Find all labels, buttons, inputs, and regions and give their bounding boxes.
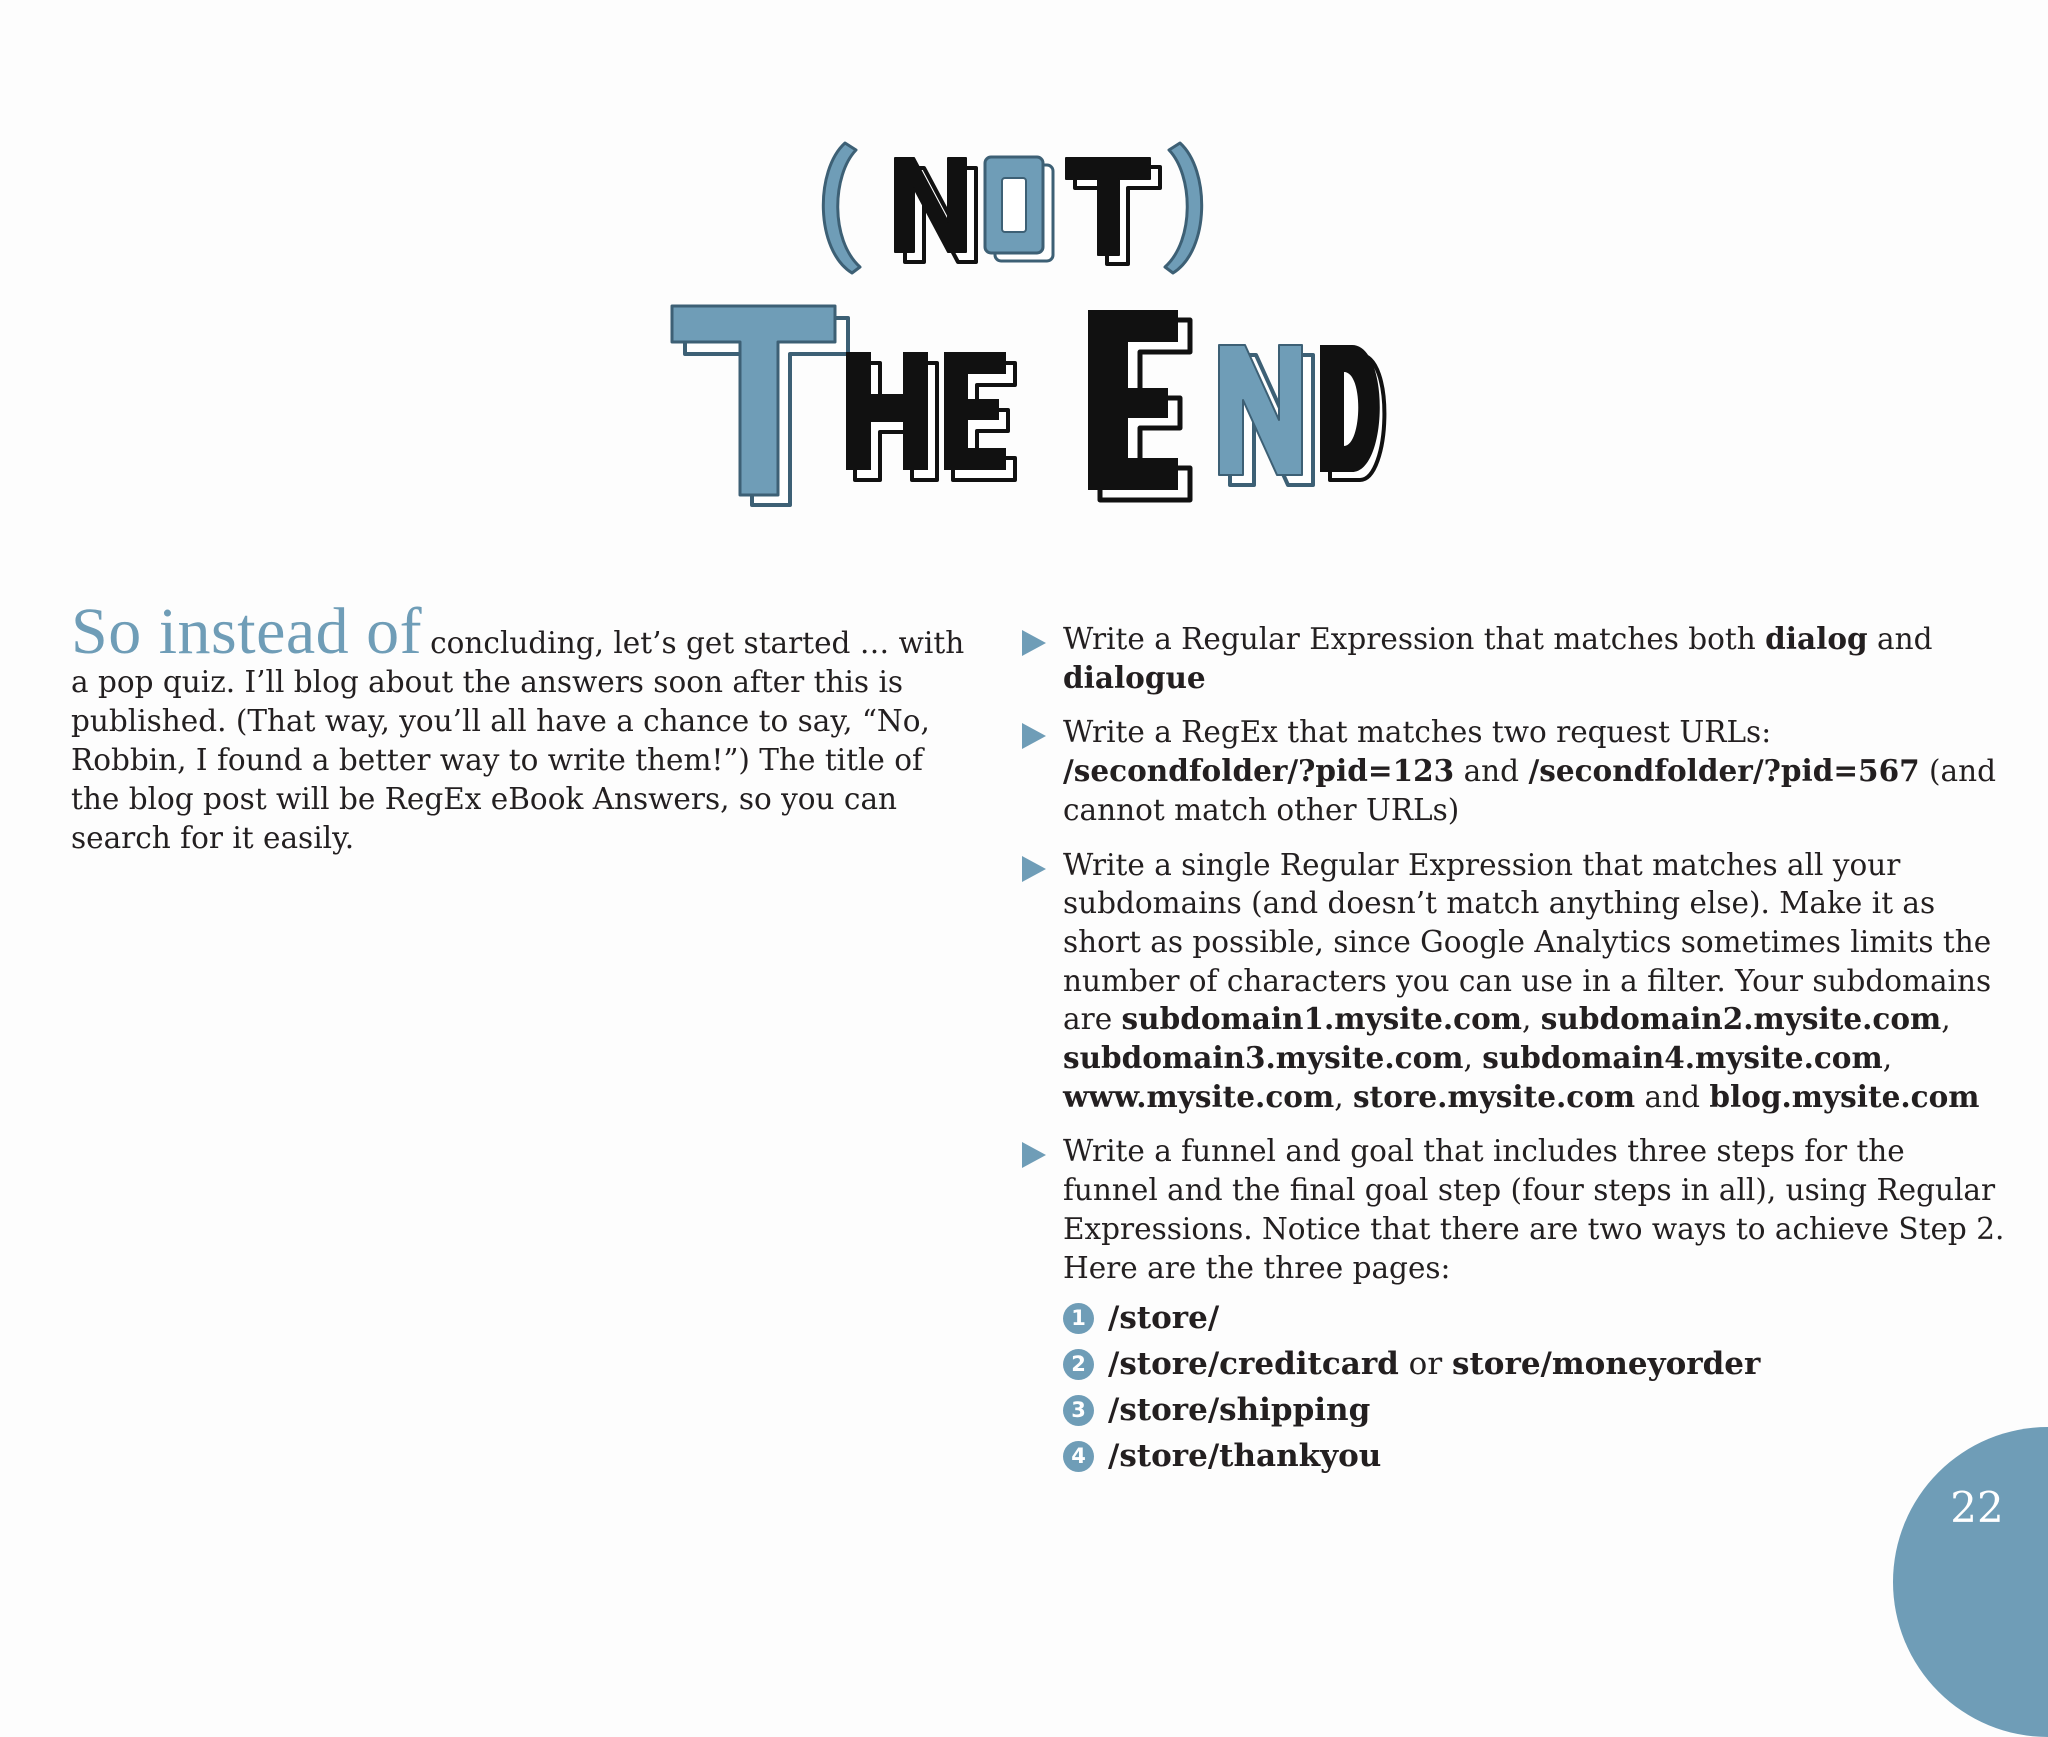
quiz-bold: store.mysite.com [1352,1078,1636,1114]
quiz-text: , [1463,1041,1483,1076]
step-path: /store/creditcard [1108,1345,1399,1382]
quiz-text: (and cannot match other URLs) [1063,754,1996,827]
funnel-step [1063,1433,2007,1479]
quiz-bold: dialog [1765,621,1868,656]
funnel-step [1063,1387,2007,1433]
intro-lead: So instead of [71,595,423,668]
quiz-bold: subdomain2.mysite.com [1540,1001,1942,1037]
quiz-text: Write a Regular Expression that matches both [1063,622,1766,656]
quiz-item [1022,713,2007,829]
quiz-bold: /secondfolder/?pid=123 [1063,753,1455,789]
step-number-icon: 4 [1063,1441,1094,1472]
triangle-bullet-icon [1022,856,1046,882]
quiz-list [1022,620,2007,1495]
triangle-bullet-icon [1022,630,1046,656]
quiz-text: and [1454,754,1529,789]
intro-text: concluding, let’s get started … with a pop quiz. I’ll blog about the answers soon after this is published. (That way, you’ll all have a chance to say, “No, Robbin, I found a better way to write them!”) The title of the blog post will be RegEx eBook Answers, so you can search for it easily. [71,626,965,855]
quiz-text: and [1867,622,1933,656]
step-path: /store/ [1108,1299,1220,1336]
step-path: /store/thankyou [1108,1437,1382,1474]
title-lettering [0,0,2048,560]
funnel-steps [1063,1295,2007,1479]
page-number: 22 [1950,1483,2004,1532]
quiz-text: and [1635,1079,1710,1114]
quiz-bold: subdomain1.mysite.com [1121,1001,1522,1037]
step-path: /store/shipping [1108,1391,1371,1428]
quiz-text: Write a funnel and goal that includes three steps for the funnel and the final goal step (four steps in all), using Regular Expressions. Notice that there are two ways to achieve Step 2. Here are the three pages: [1063,1134,2005,1285]
quiz-text: , [1882,1041,1893,1076]
funnel-step [1063,1341,2007,1387]
quiz-item [1022,620,2007,697]
funnel-step [1063,1295,2007,1341]
step-connector: or [1398,1345,1453,1382]
quiz-bold: blog.mysite.com [1709,1078,1980,1114]
triangle-bullet-icon [1022,1142,1046,1168]
quiz-bold: www.mysite.com [1063,1078,1335,1114]
triangle-bullet-icon [1022,723,1046,749]
step-path: store/moneyorder [1452,1345,1761,1382]
quiz-item [1022,846,2007,1117]
intro-paragraph [71,595,976,858]
quiz-text: Write a RegEx that matches two request URLs: [1063,715,1772,750]
quiz-text: , [1334,1079,1353,1114]
quiz-item [1022,1132,2007,1479]
quiz-bold: /secondfolder/?pid=567 [1528,753,1920,789]
quiz-text: , [1522,1002,1541,1037]
step-number-icon: 1 [1063,1303,1094,1334]
quiz-text: , [1941,1002,1951,1037]
quiz-bold: subdomain3.mysite.com [1063,1040,1464,1076]
step-number-icon: 3 [1063,1395,1094,1426]
step-number-icon: 2 [1063,1349,1094,1380]
title-art [0,0,2048,560]
quiz-bold: dialogue [1063,659,1206,695]
quiz-text: Write a single Regular Expression that matches all your subdomains (and doesn’t match anything else). Make it as short as possible, since Google Analytics sometimes limits the number of characters you can use in a filter. Your subdomains are [1063,847,1992,1037]
quiz-bold: subdomain4.mysite.com [1482,1040,1883,1076]
